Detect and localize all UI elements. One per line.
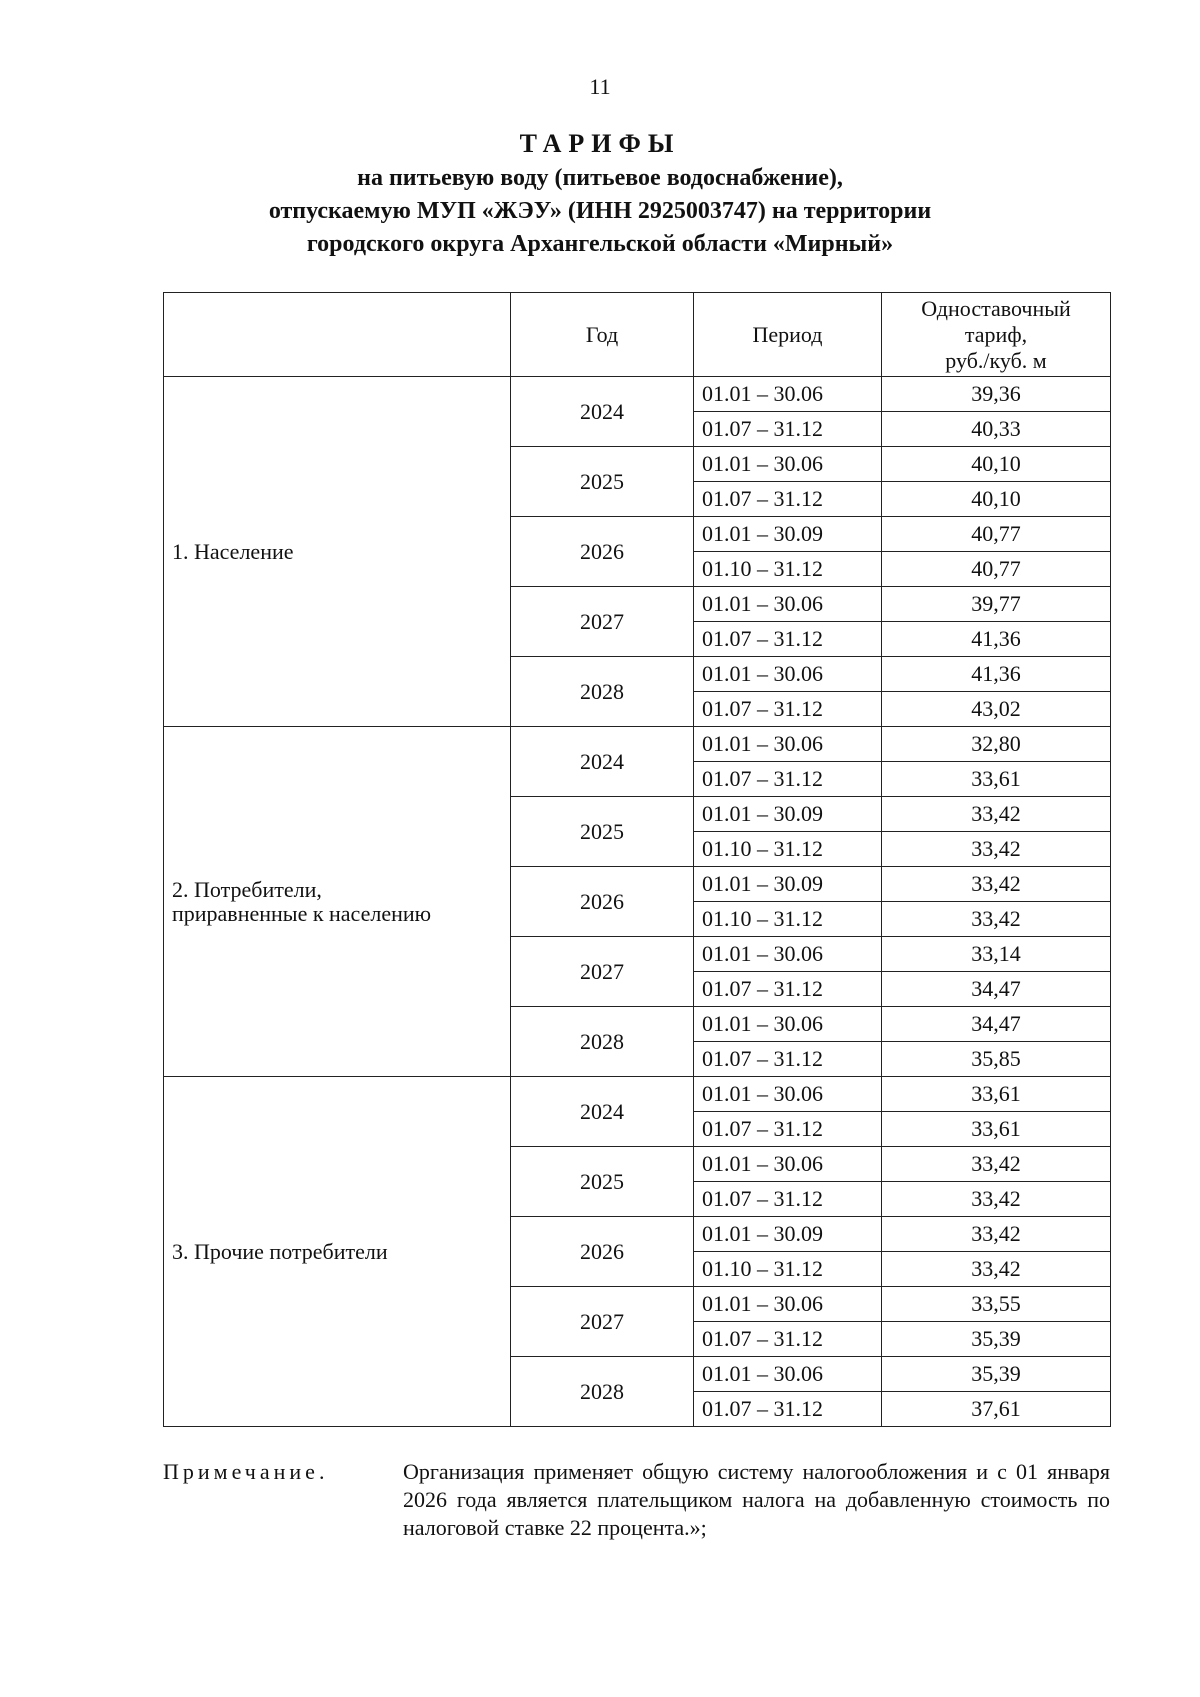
tariff-cell: 33,42	[882, 1147, 1111, 1182]
period-cell: 01.01 – 30.06	[694, 657, 882, 692]
title-line-2: отпускаемую МУП «ЖЭУ» (ИНН 2925003747) на территории	[268, 198, 932, 224]
tariff-cell: 35,39	[882, 1322, 1111, 1357]
period-cell: 01.07 – 31.12	[694, 1112, 882, 1147]
year-cell: 2028	[511, 1007, 694, 1077]
tariff-cell: 41,36	[882, 657, 1111, 692]
tariff-cell: 33,42	[882, 1217, 1111, 1252]
tariff-cell: 34,47	[882, 972, 1111, 1007]
period-cell: 01.01 – 30.06	[694, 587, 882, 622]
tariff-cell: 33,42	[882, 1182, 1111, 1217]
tariff-table-body	[164, 377, 1111, 1427]
period-cell: 01.07 – 31.12	[694, 972, 882, 1007]
tariff-cell: 39,36	[882, 377, 1111, 412]
period-cell: 01.10 – 31.12	[694, 832, 882, 867]
year-cell: 2027	[511, 937, 694, 1007]
tariff-cell: 34,47	[882, 1007, 1111, 1042]
header-tariff-line-2: тариф,	[964, 321, 1028, 347]
year-cell: 2024	[511, 1077, 694, 1147]
year-cell: 2028	[511, 1357, 694, 1427]
consumer-group-cell	[164, 727, 511, 1077]
period-cell: 01.07 – 31.12	[694, 1042, 882, 1077]
period-cell: 01.07 – 31.12	[694, 1322, 882, 1357]
consumer-group-label-line-1: 3. Прочие потребители	[172, 1238, 388, 1264]
tariff-cell: 40,77	[882, 517, 1111, 552]
period-cell: 01.01 – 30.09	[694, 797, 882, 832]
table-row	[164, 377, 1111, 412]
period-cell: 01.01 – 30.09	[694, 1217, 882, 1252]
year-cell: 2026	[511, 867, 694, 937]
table-header-row	[164, 293, 1111, 377]
period-cell: 01.10 – 31.12	[694, 902, 882, 937]
period-cell: 01.07 – 31.12	[694, 412, 882, 447]
period-cell: 01.01 – 30.06	[694, 1077, 882, 1112]
consumer-group-cell	[164, 377, 511, 727]
period-cell: 01.07 – 31.12	[694, 482, 882, 517]
consumer-group-cell	[164, 1077, 511, 1427]
period-cell: 01.01 – 30.06	[694, 1007, 882, 1042]
period-cell: 01.07 – 31.12	[694, 1392, 882, 1427]
tariff-cell: 33,14	[882, 937, 1111, 972]
period-cell: 01.07 – 31.12	[694, 1182, 882, 1217]
tariff-cell: 37,61	[882, 1392, 1111, 1427]
header-tariff-line-3: руб./куб. м	[945, 347, 1047, 373]
header-group	[164, 293, 511, 377]
year-cell: 2024	[511, 377, 694, 447]
title-main: ТАРИФЫ	[519, 129, 681, 158]
period-cell: 01.10 – 31.12	[694, 1252, 882, 1287]
period-cell: 01.01 – 30.06	[694, 1287, 882, 1322]
period-cell: 01.01 – 30.06	[694, 1357, 882, 1392]
period-cell: 01.01 – 30.06	[694, 1147, 882, 1182]
tariff-cell: 33,42	[882, 832, 1111, 867]
period-cell: 01.10 – 31.12	[694, 552, 882, 587]
tariff-cell: 40,77	[882, 552, 1111, 587]
tariff-cell: 33,61	[882, 762, 1111, 797]
title-line-1: на питьевую воду (питьевое водоснабжение),	[357, 165, 843, 191]
period-cell: 01.07 – 31.12	[694, 622, 882, 657]
consumer-group-label-line-1: 1. Население	[172, 538, 294, 564]
page-number: 11	[589, 74, 611, 99]
document-title	[150, 126, 1050, 261]
tariff-cell: 33,61	[882, 1077, 1111, 1112]
period-cell: 01.07 – 31.12	[694, 692, 882, 727]
period-cell: 01.01 – 30.06	[694, 377, 882, 412]
consumer-group-label-line-1: 2. Потребители,	[172, 876, 322, 902]
period-cell: 01.07 – 31.12	[694, 762, 882, 797]
consumer-group-label-line-2: приравненные к населению	[172, 900, 432, 926]
year-cell: 2026	[511, 517, 694, 587]
tariff-cell: 35,39	[882, 1357, 1111, 1392]
year-cell: 2025	[511, 1147, 694, 1217]
tariff-cell: 40,33	[882, 412, 1111, 447]
period-cell: 01.01 – 30.09	[694, 867, 882, 902]
note-label: Примечание.	[163, 1459, 329, 1484]
tariff-cell: 33,42	[882, 1252, 1111, 1287]
tariff-cell: 33,61	[882, 1112, 1111, 1147]
title-line-3: городского округа Архангельской области «Мирный»	[306, 231, 894, 257]
tariff-cell: 33,55	[882, 1287, 1111, 1322]
tariff-cell: 40,10	[882, 447, 1111, 482]
tariff-cell: 33,42	[882, 867, 1111, 902]
year-cell: 2025	[511, 797, 694, 867]
tariff-cell: 32,80	[882, 727, 1111, 762]
year-cell: 2027	[511, 1287, 694, 1357]
year-cell: 2025	[511, 447, 694, 517]
tariff-cell: 33,42	[882, 902, 1111, 937]
period-cell: 01.01 – 30.06	[694, 447, 882, 482]
tariff-cell: 33,42	[882, 797, 1111, 832]
table-row	[164, 727, 1111, 762]
note-text: Организация применяет общую систему налогообложения и с 01 января 2026 года является плательщиком налога на добавленную стоимость по налоговой ставке 22 процента.»;	[403, 1459, 1110, 1540]
tariff-cell: 41,36	[882, 622, 1111, 657]
year-cell: 2027	[511, 587, 694, 657]
period-cell: 01.01 – 30.06	[694, 937, 882, 972]
period-cell: 01.01 – 30.06	[694, 727, 882, 762]
tariff-table	[163, 292, 1111, 1427]
header-period: Период	[694, 293, 882, 377]
header-tariff	[882, 293, 1111, 377]
year-cell: 2028	[511, 657, 694, 727]
tariff-cell: 40,10	[882, 482, 1111, 517]
tariff-cell: 35,85	[882, 1042, 1111, 1077]
year-cell: 2026	[511, 1217, 694, 1287]
header-tariff-line-1: Одноставочный	[921, 295, 1071, 321]
header-year: Год	[511, 293, 694, 377]
tariff-cell: 39,77	[882, 587, 1111, 622]
period-cell: 01.01 – 30.09	[694, 517, 882, 552]
year-cell: 2024	[511, 727, 694, 797]
tariff-cell: 43,02	[882, 692, 1111, 727]
table-row	[164, 1077, 1111, 1112]
